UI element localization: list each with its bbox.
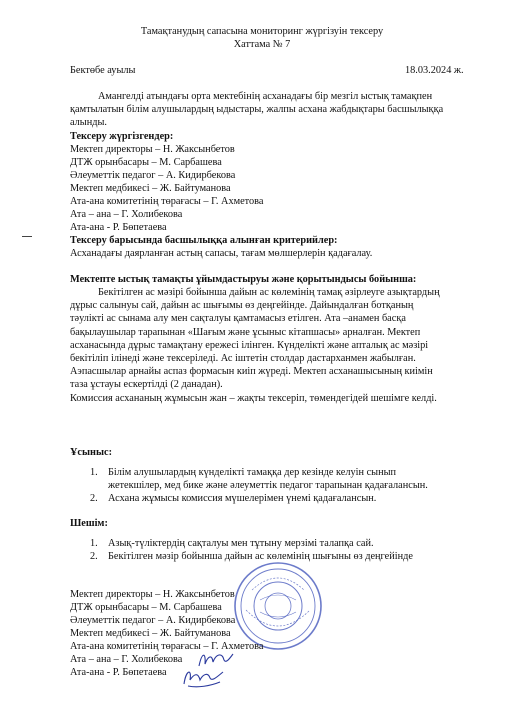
intro-line: алынды. bbox=[70, 117, 107, 129]
inspector-item: Әлеуметтік педагог – А. Кидирбекова bbox=[70, 170, 236, 181]
document-title: Тамақтанудың сапасына мониторинг жүргізуін тексеру bbox=[140, 26, 384, 37]
criteria-heading: Тексеру барысында басшылыққа алынған критерийлер: bbox=[70, 235, 338, 246]
handwritten-signature-icon bbox=[180, 664, 226, 690]
inspector-item: Ата-ана комитетінің төрағасы – Г. Ахметова bbox=[70, 196, 264, 207]
item-line: Білім алушылардың күнделікті тамаққа дер кезінде келуін сынып bbox=[108, 467, 397, 478]
list-item bbox=[90, 492, 470, 505]
findings-line: Бекітілген ас мәзірі бойынша дайын ас көлемінің тамақ әзірлеуге азықтардың bbox=[98, 287, 440, 298]
decision-heading: Шешім: bbox=[70, 518, 108, 529]
inspectors-heading: Тексеру жүргізгендер: bbox=[70, 131, 174, 142]
signatory-item: Ата-ана комитетінің төрағасы – Г. Ахметова bbox=[70, 641, 264, 652]
signatory-item: Мектеп директоры – Н. Жаксынбетов bbox=[70, 589, 235, 600]
inspector-item: Мектеп директоры – Н. Жаксынбетов bbox=[70, 144, 235, 155]
inspector-item: ДТЖ орынбасары – М. Сарбашева bbox=[70, 157, 222, 168]
inspector-item: Ата – ана – Г. Холибекова bbox=[70, 209, 183, 220]
date-label: 18.03.2024 ж. bbox=[405, 65, 464, 76]
item-line: жетекшілер, мед бике және әлеуметтік педагог тарапынан қадағалансын. bbox=[108, 480, 428, 492]
findings-line: Аэпасшылар арнайы аспаз формасын киіп жүреді. Мектеп асханашысының киімін bbox=[70, 366, 433, 378]
item-text: Азық-түліктердің сақталуы мен тұтыну мерзімі талапқа сай. bbox=[108, 538, 374, 549]
margin-mark bbox=[22, 236, 32, 237]
signatory-item: Ата – ана – Г. Холибекова bbox=[70, 654, 183, 665]
findings-line: Комиссия асхананың жұмысын жан – жақты тексеріп, төмендегідей шешімге келді. bbox=[70, 392, 437, 404]
list-item bbox=[90, 537, 470, 550]
suggestions-list bbox=[90, 466, 470, 506]
intro-line: Амангелді атындағы орта мектебінің асханадағы бір мезгіл ыстық тамақпен bbox=[98, 91, 433, 102]
intro-line: қамтылатын білім алушылардың ыдыстары, жалпы асхана жабдықтары басшылыққа bbox=[70, 104, 444, 116]
findings-line: бекітіліп ілінеді және тексеріледі. Ас іштетін столдар дастарханмен жабылған. bbox=[70, 353, 416, 365]
criteria-text: Асханадағы даярланған астың сапасы, тағам мөлшерлерін қадағалау. bbox=[70, 248, 373, 259]
protocol-number: Хаттама № 7 bbox=[233, 39, 291, 50]
findings-paragraph bbox=[70, 286, 462, 405]
findings-line: таза ұстауы ескертілді (2 данадан). bbox=[70, 379, 223, 391]
item-number: 1. bbox=[90, 538, 98, 549]
intro-paragraph bbox=[70, 90, 462, 130]
list-item bbox=[90, 466, 470, 492]
item-number: 2. bbox=[90, 551, 98, 563]
place-label: Бектөбе ауылы bbox=[70, 65, 136, 76]
signatory-item: Әлеуметтік педагог – А. Кидирбекова bbox=[70, 615, 236, 626]
item-number: 2. bbox=[90, 493, 98, 505]
suggestions-heading: Ұсыныс: bbox=[70, 447, 113, 458]
signatory-item: Ата-ана - Р. Бөпетаева bbox=[70, 667, 167, 678]
item-number: 1. bbox=[90, 467, 98, 478]
findings-line: тәулікті ас сынама алу мен сақталуы қамтамасыз етілген. Ата –анамен басқа bbox=[70, 313, 406, 325]
findings-line: бақылаушылар тарапынан «Шағым және ұсыныс кітапшасы» арналған. Мектеп bbox=[70, 326, 421, 338]
item-text: Бекітілген мәзір бойынша дайын ас көлемінің шығыны өз деңгейінде bbox=[108, 551, 413, 563]
findings-line: дұрыс салынуы сай, дайын ас шығымы өз деңгейінде. Дайындалған ботқаның bbox=[70, 300, 414, 312]
findings-line: асханасында дұрыс тамақтану ережесі ілінген. Күнделікті және апталық ас мәзірі bbox=[70, 339, 429, 351]
inspector-item: Мектеп медбикесі – Ж. Байтуманова bbox=[70, 183, 231, 194]
item-text: Асхана жұмысы комиссия мүшелерімен үнемі қадағалансын. bbox=[108, 493, 377, 505]
signatory-item: Мектеп медбикесі – Ж. Байтуманова bbox=[70, 628, 231, 639]
signatory-item: ДТЖ орынбасары – М. Сарбашева bbox=[70, 602, 222, 613]
official-stamp-icon bbox=[232, 560, 324, 652]
inspector-item: Ата-ана - Р. Бөпетаева bbox=[70, 222, 167, 233]
item-text bbox=[108, 466, 470, 492]
findings-heading: Мектепте ыстық тамақты ұйымдастыруы және қорытындысы бойынша: bbox=[70, 274, 417, 285]
